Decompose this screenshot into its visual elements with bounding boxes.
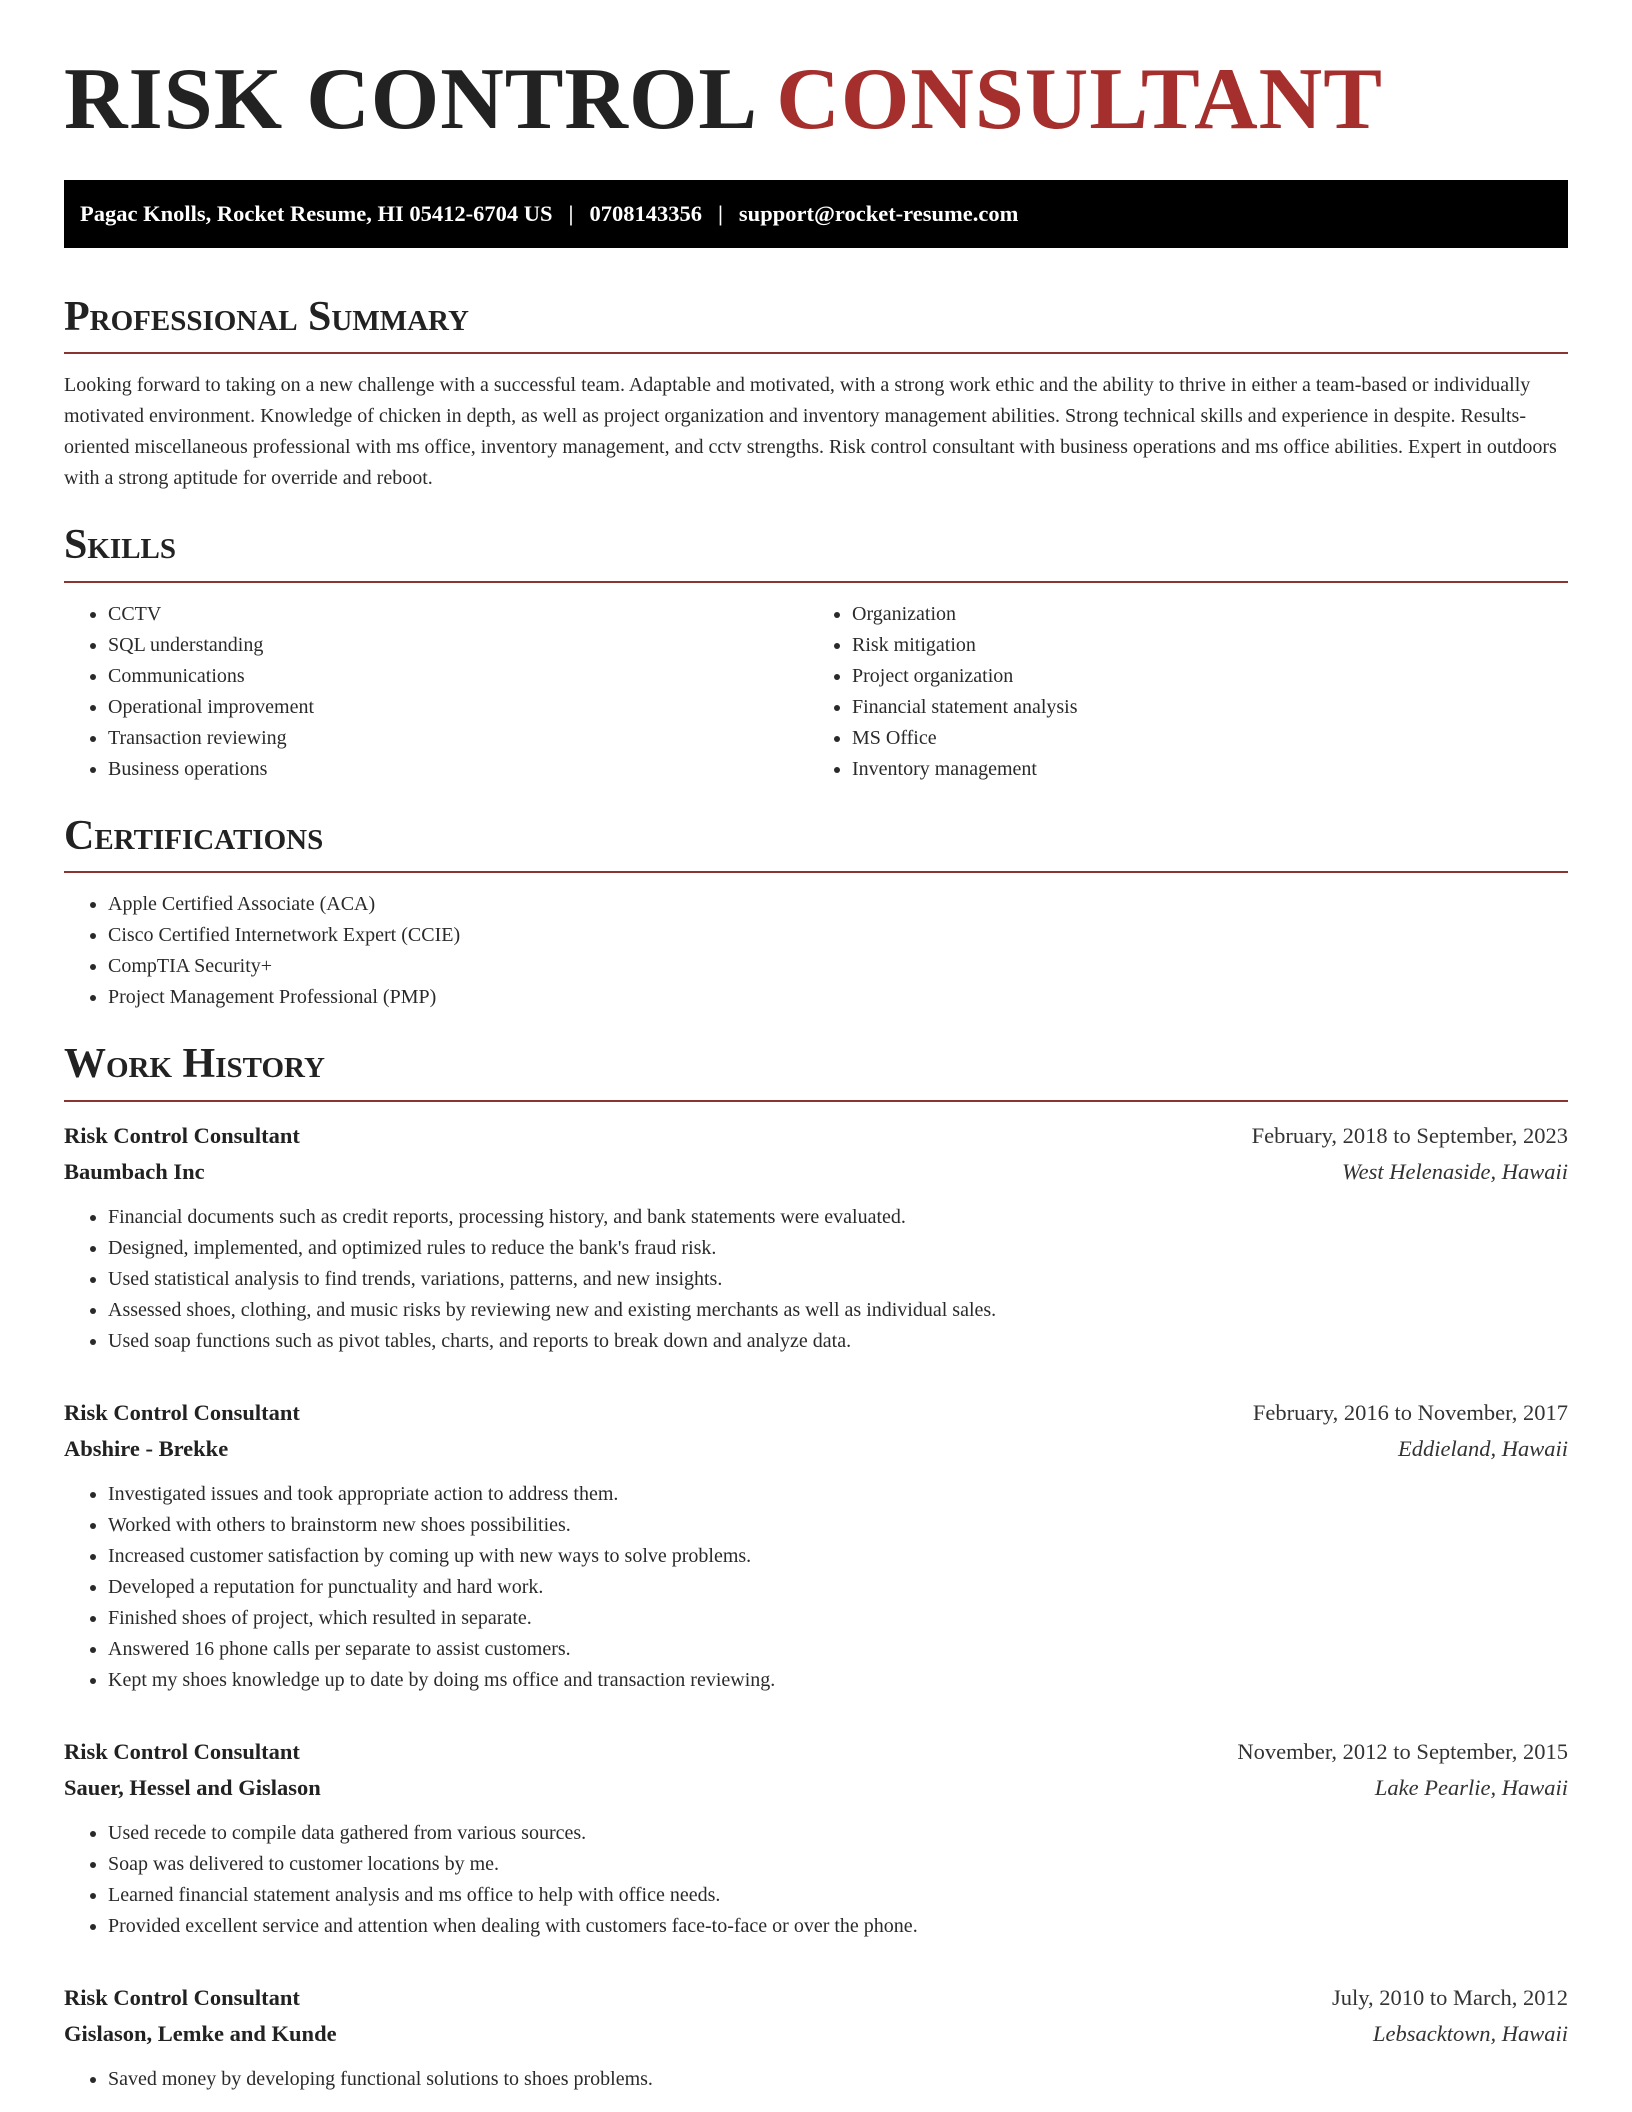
contact-separator: | [568,201,574,226]
job-bullet: • Soap was delivered to customer locations by me. [108,1849,1568,1880]
certification-item: • Apple Certified Associate (ACA) [108,889,1568,920]
job-location: Lebsacktown, Hawaii [1373,2020,1568,2046]
title-part1: RISK CONTROL [64,51,754,148]
job-title: Risk Control Consultant [64,1738,300,1764]
job-entry [64,1118,1568,1357]
job-bullet: • Used statistical analysis to find trends, variations, patterns, and new insights. [108,1264,1568,1295]
skills-heading: Skills [64,520,1568,582]
job-bullet: • Used recede to compile data gathered from various sources. [108,1818,1568,1849]
skill-item: • Financial statement analysis [852,692,1568,723]
contact-separator: | [717,201,723,226]
job-title: Risk Control Consultant [64,1399,300,1425]
job-bullet: • Developed a reputation for punctuality and hard work. [108,1572,1568,1603]
job-bullet: • Assessed shoes, clothing, and music risks by reviewing new and existing merchants as well as individual sales. [108,1295,1568,1326]
skills-grid [64,583,1568,785]
job-company: Sauer, Hessel and Gislason [64,1774,321,1800]
job-bullet: • Finished shoes of project, which resulted in separate. [108,1603,1568,1634]
job-bullet: • Answered 16 phone calls per separate to assist customers. [108,1634,1568,1665]
job-bullet: • Investigated issues and took appropriate action to address them. [108,1479,1568,1510]
skill-item: • Risk mitigation [852,630,1568,661]
job-company: Baumbach Inc [64,1158,205,1184]
skills-column-1 [64,599,816,785]
job-title: Risk Control Consultant [64,1984,300,2010]
job-company: Gislason, Lemke and Kunde [64,2020,337,2046]
job-entry [64,1395,1568,1696]
job-bullet: • Increased customer satisfaction by coming up with new ways to solve problems. [108,1541,1568,1572]
job-company: Abshire - Brekke [64,1435,229,1461]
skills-section [64,520,1568,784]
skill-item: • Transaction reviewing [108,723,816,754]
job-bullet: • Financial documents such as credit reports, processing history, and bank statements were evaluated. [108,1202,1568,1233]
skill-item: • CCTV [108,599,816,630]
contact-email: support@rocket-resume.com [738,201,1019,226]
skill-item: • Inventory management [852,754,1568,785]
skill-item: • Project organization [852,661,1568,692]
title-part2: CONSULTANT [776,51,1383,148]
job-bullets [64,1202,1568,1357]
contact-phone: 0708143356 [589,201,702,226]
job-bullet: • Learned financial statement analysis and ms office to help with office needs. [108,1880,1568,1911]
work-history-section [64,1039,1568,2094]
job-title: Risk Control Consultant [64,1122,300,1148]
certification-item: • Project Management Professional (PMP) [108,982,1568,1013]
certifications-list [64,889,1568,1013]
job-bullet: • Provided excellent service and attention when dealing with customers face-to-face or over the phone. [108,1911,1568,1942]
summary-heading: Professional Summary [64,292,1568,354]
job-entry [64,1734,1568,1942]
certifications-section [64,811,1568,1013]
job-bullet: • Worked with others to brainstorm new shoes possibilities. [108,1510,1568,1541]
job-dates: February, 2016 to November, 2017 [1252,1399,1568,1425]
certification-item: • CompTIA Security+ [108,951,1568,982]
job-bullets [64,1479,1568,1696]
certifications-heading: Certifications [64,811,1568,873]
skills-column-2 [816,599,1568,785]
job-bullet: • Designed, implemented, and optimized rules to reduce the bank's fraud risk. [108,1233,1568,1264]
summary-text: Looking forward to taking on a new challenge with a successful team. Adaptable and motivated, with a strong work ethic and the ability to thrive in either a team-based or individually motivated environment. Knowledge of chicken in depth, as well as project organization and inventory management abilities. Strong technical skills and experience in despite. Results-oriented miscellaneous professional with ms office, inventory management, and cctv strengths. Risk control consultant with business operations and ms office abilities. Expert in outdoors with a strong aptitude for override and reboot. [64,374,1557,490]
job-location: Lake Pearlie, Hawaii [1374,1774,1568,1800]
summary-section [64,292,1568,494]
job-bullet: • Kept my shoes knowledge up to date by doing ms office and transaction reviewing. [108,1665,1568,1696]
contact-bar [64,180,1568,248]
skill-item: • Business operations [108,754,816,785]
job-dates: November, 2012 to September, 2015 [1237,1738,1568,1764]
job-bullets [64,2064,1568,2095]
contact-address: Pagac Knolls, Rocket Resume, HI 05412-6704 US [80,201,553,226]
job-location: West Helenaside, Hawaii [1341,1158,1568,1184]
job-entry [64,1980,1568,2095]
certification-item: • Cisco Certified Internetwork Expert (CCIE) [108,920,1568,951]
skill-item: • Communications [108,661,816,692]
skill-item: • Organization [852,599,1568,630]
job-location: Eddieland, Hawaii [1398,1435,1568,1461]
skill-item: • Operational improvement [108,692,816,723]
work-history-heading: Work History [64,1039,1568,1101]
resume-title [64,51,1568,148]
job-bullet: • Used soap functions such as pivot tables, charts, and reports to break down and analyze data. [108,1326,1568,1357]
skill-item: • MS Office [852,723,1568,754]
job-bullets [64,1818,1568,1942]
skill-item: • SQL understanding [108,630,816,661]
job-dates: July, 2010 to March, 2012 [1331,1984,1568,2010]
job-bullet: • Saved money by developing functional solutions to shoes problems. [108,2064,1568,2095]
job-dates: February, 2018 to September, 2023 [1251,1122,1568,1148]
